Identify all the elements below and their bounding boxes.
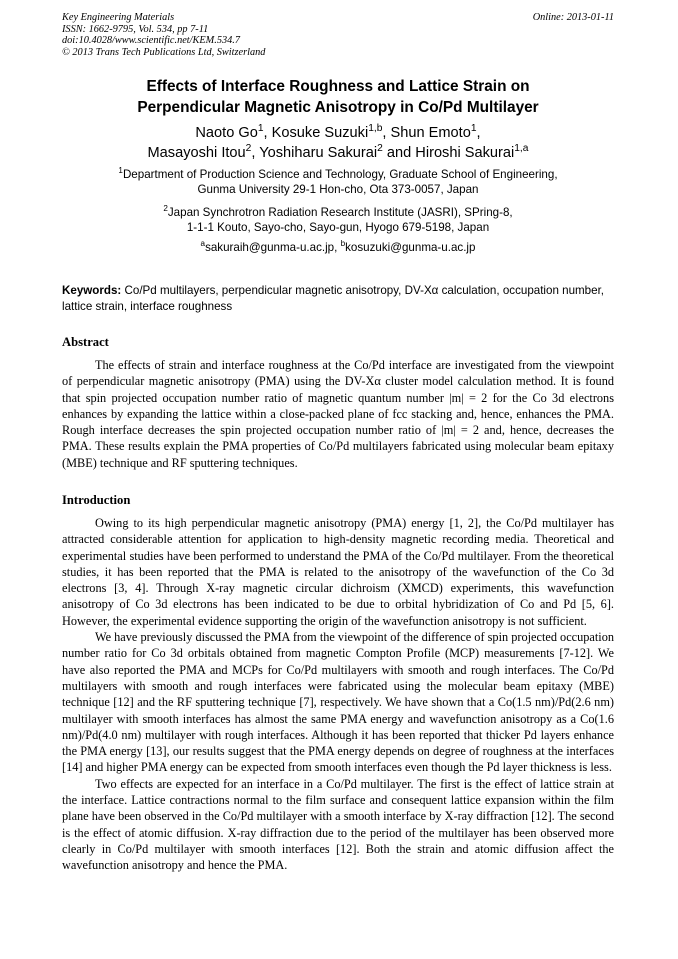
email-mark-b: b bbox=[340, 239, 346, 249]
keywords-text: Co/Pd multilayers, perpendicular magnetic anisotropy, DV-Xα calculation, occupation number, lattice strain, interface roughness bbox=[62, 284, 605, 313]
author-affil-mark: 1 bbox=[257, 123, 264, 135]
affil-1-line-2: Gunma University 29-1 Hon-cho, Ota 373-0057, Japan bbox=[197, 183, 479, 196]
abstract-body bbox=[62, 357, 614, 471]
affiliation-1 bbox=[62, 167, 614, 197]
author-name: Yoshiharu Sakurai bbox=[259, 145, 378, 161]
title-line-2: Perpendicular Magnetic Anisotropy in Co/Pd Multilayer bbox=[137, 99, 539, 116]
intro-paragraph-1: Owing to its high perpendicular magnetic anisotropy (PMA) energy [1, 2], the Co/Pd multilayer has attracted considerable attention for application to high-density magnetic recording media. Theoretical and experimental studies have been performed to understand the PMA of the Co/Pd multilayer. From the theoretical studies, it has been reported that the PMA is related to the anisotropy of the wavefunction of the Co 3d electrons [3, 4]. Through X-ray magnetic circular dichroism (XMCD) experiments, this wavefunction anisotropy of Co 3d electrons has been indicated to be due to orbital hybridization of Co and Pd [5, 6]. However, the experimental evidence supporting the origin of the wavefunction anisotropy is not sufficient. bbox=[62, 516, 614, 628]
author-name: Hiroshi Sakurai bbox=[415, 145, 515, 161]
author-affil-mark: 2 bbox=[377, 143, 383, 155]
abstract-text: The effects of strain and interface roughness at the Co/Pd interface are investigated from the viewpoint of perpendicular magnetic anisotropy (PMA) using the DV-Xα cluster model calculation method. It is found that spin projected occupation number ratio of magnetic quantum number |m| = 2 for the Co 3d electrons enhances by expanding the lattice within a close-packed plane of fcc stacking and, hence, enhances the PMA. Rough interface decreases the spin projected occupation number ratio of |m| = 2 and, hence, decreases the PMA. These results explain the PMA properties of Co/Pd multilayers fabricated using molecular beam epitaxy (MBE) technique and RF sputtering techniques. bbox=[62, 358, 614, 470]
author-name: Masayoshi Itou bbox=[147, 145, 246, 161]
intro-paragraph-3: Two effects are expected for an interface in a Co/Pd multilayer. The first is the effect of lattice strain at the interface. Lattice contractions normal to the film surface and consequent lattice expansion within the film plane have been observed in the Co/Pd multilayer with a smooth interface by X-ray diffraction [12]. The second is the effect of atomic diffusion. X-ray diffraction due to the period of the multilayer has been observed more clearly in Co/Pd multilayer with smooth interfaces [12]. Both the strain and atomic diffusion affect the wavefunction anisotropy and hence the PMA. bbox=[62, 776, 614, 873]
paper-title bbox=[62, 76, 614, 118]
author-name: Shun Emoto bbox=[390, 125, 471, 141]
journal-name: Key Engineering Materials bbox=[62, 12, 175, 23]
author-affil-mark: 1,b bbox=[368, 123, 383, 135]
online-date: Online: 2013-01-11 bbox=[532, 12, 614, 23]
keywords-label: Keywords: bbox=[62, 284, 122, 297]
doi-line[interactable]: doi:10.4028/www.scientific.net/KEM.534.7 bbox=[62, 35, 240, 47]
author-affil-mark: 1 bbox=[470, 123, 477, 135]
author-affil-mark: 1,a bbox=[514, 143, 529, 155]
keywords-block bbox=[62, 283, 614, 315]
author-affil-mark: 2 bbox=[245, 143, 252, 155]
email-a[interactable]: sakuraih@gunma-u.ac.jp, bbox=[205, 241, 338, 254]
affil-mark: 1 bbox=[118, 166, 123, 176]
author-name: Naoto Go bbox=[195, 125, 258, 141]
author-name: Kosuke Suzuki bbox=[271, 125, 369, 141]
affil-2-line-1: Japan Synchrotron Radiation Research Institute (JASRI), SPring-8, bbox=[167, 206, 513, 219]
affil-1-line-1: Department of Production Science and Technology, Graduate School of Engineering, bbox=[122, 168, 558, 181]
journal-header bbox=[62, 12, 614, 58]
email-line bbox=[62, 240, 614, 255]
author-line-1: Naoto Go$^1$, Kosuke Suzuki$^{1,b}$, Shun Emoto$^1$, bbox=[195, 123, 481, 141]
author-line-2: Masayoshi Itou$^2$, Yoshiharu Sakurai$^2$ and Hiroshi Sakurai$^{1,a}$ bbox=[147, 143, 529, 161]
introduction-heading: Introduction bbox=[62, 493, 131, 507]
affiliation-2 bbox=[62, 205, 614, 235]
affil-mark: 2 bbox=[163, 204, 168, 214]
email-b[interactable]: kosuzuki@gunma-u.ac.jp bbox=[345, 241, 476, 254]
issn-line: ISSN: 1662-9795, Vol. 534, pp 7-11 bbox=[62, 23, 209, 35]
affil-2-line-2: 1-1-1 Kouto, Sayo-cho, Sayo-gun, Hyogo 679-5198, Japan bbox=[186, 221, 490, 234]
copyright-line: © 2013 Trans Tech Publications Ltd, Switzerland bbox=[62, 46, 266, 58]
intro-paragraph-2: We have previously discussed the PMA from the viewpoint of the difference of spin projected occupation number ratio for Co 3d orbitals obtained from magnetic Compton Profile (MCP) measurements [7-12]. We have also reported the PMA and MCPs for Co/Pd multilayers with smooth and rough interfaces. The Co/Pd multilayers with smooth and rough interfaces were fabricated using the molecular beam epitaxy (MBE) technique [12] and the RF sputtering technique [7], respectively. We have shown that a Co(1.5 nm)/Pd(2.6 nm) multilayer with smooth interfaces has almost the same PMA energy and wavefunction anisotropy as a Co(1.6 nm)/Pd(4.0 nm) multilayer with rough interfaces. Although it has been reported that thicker Pd layers enhance the PMA energy [13], our results suggest that the PMA energy depends on degree of roughness at the interfaces [14] and higher PMA energy can be expected from smooth interfaces even though the Pd layer thickness is less. bbox=[62, 630, 614, 775]
introduction-body bbox=[62, 515, 614, 874]
author-list bbox=[62, 123, 614, 163]
email-mark-a: a bbox=[200, 239, 206, 249]
abstract-heading: Abstract bbox=[62, 335, 109, 349]
title-line-1: Effects of Interface Roughness and Lattice Strain on bbox=[146, 78, 530, 95]
